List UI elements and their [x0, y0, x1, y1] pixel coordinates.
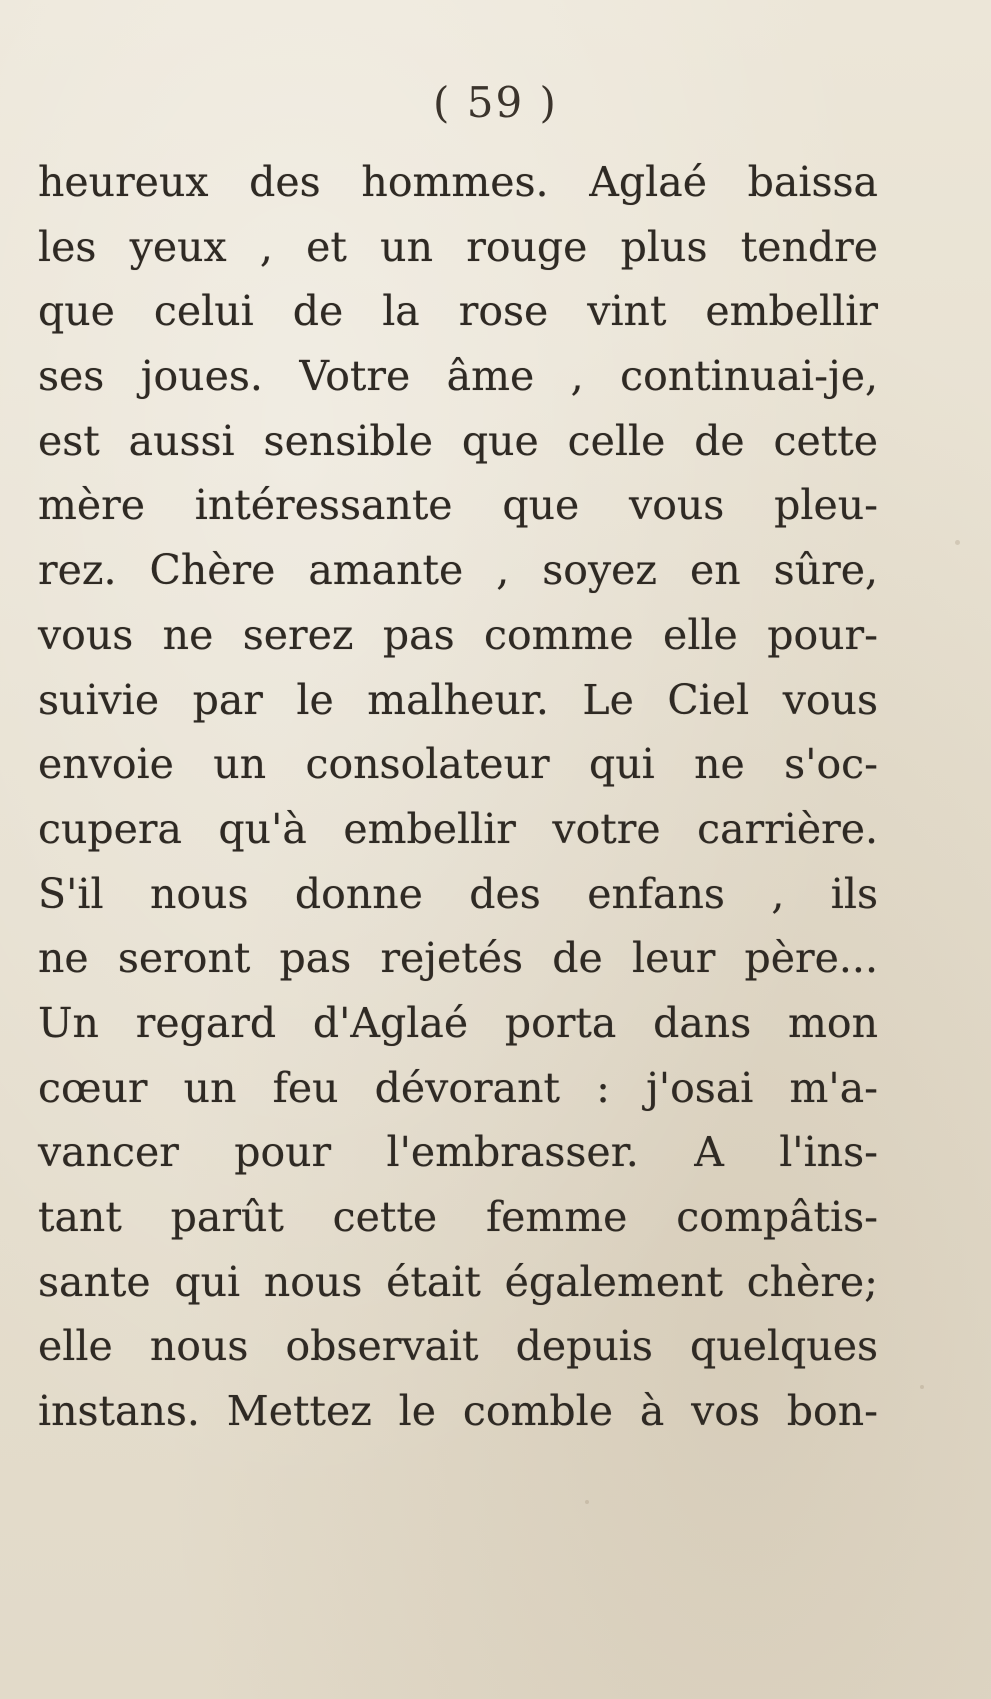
text-line: tant parût cette femme compâtis-	[38, 1193, 878, 1241]
text-line: instans. Mettez le comble à vos bon-	[38, 1387, 878, 1436]
text-line: rez. Chère amante , soyez en sûre,	[38, 546, 878, 595]
text-line: heureux des hommes. Aglaé baissa	[38, 158, 878, 206]
text-line: vancer pour l'embrasser. A l'ins-	[38, 1128, 878, 1177]
text-line: les yeux , et un rouge plus tendre	[38, 222, 878, 271]
text-line: cupera qu'à embellir votre carrière.	[38, 804, 878, 853]
text-line: cœur un feu dévorant : j'osai m'a-	[38, 1063, 878, 1112]
text-line: mère intéressante que vous pleu-	[38, 481, 878, 530]
paper-foxing-spot	[585, 1500, 589, 1504]
paper-foxing-spot	[920, 1385, 924, 1389]
text-line: S'il nous donne des enfans , ils	[38, 869, 878, 918]
text-line: que celui de la rose vint embellir	[38, 287, 878, 336]
paper-foxing-spot	[955, 540, 960, 545]
text-line: ses joues. Votre âme , continuai-je,	[38, 352, 878, 401]
text-line: elle nous observait depuis quelques	[38, 1322, 878, 1371]
body-text	[38, 150, 878, 1444]
text-line: ne seront pas rejetés de leur père...	[38, 934, 878, 983]
page-number: ( 59 )	[433, 78, 558, 127]
text-line: vous ne serez pas comme elle pour-	[38, 610, 878, 659]
text-line: sante qui nous était également chère;	[38, 1257, 878, 1306]
text-line: est aussi sensible que celle de cette	[38, 416, 878, 465]
text-line: envoie un consolateur qui ne s'oc-	[38, 740, 878, 789]
text-line: Un regard d'Aglaé porta dans mon	[38, 998, 878, 1047]
text-line: suivie par le malheur. Le Ciel vous	[38, 675, 878, 724]
